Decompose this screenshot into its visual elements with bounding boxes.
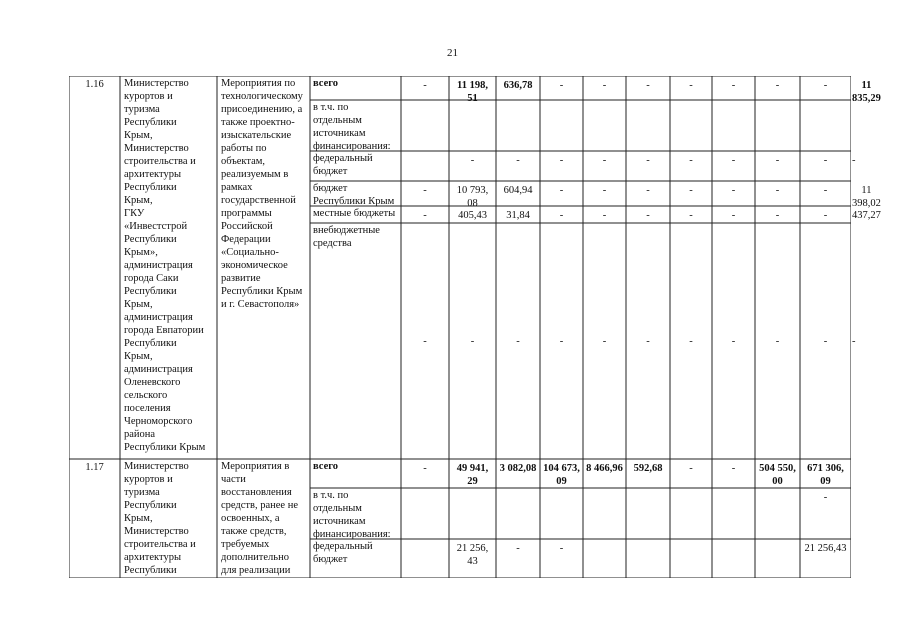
executor-line: администрация <box>124 260 193 271</box>
executor-line: Крым», <box>124 247 158 258</box>
value-cell: - <box>559 210 564 221</box>
source-line: местные бюджеты <box>313 208 396 219</box>
source-line: внебюджетные <box>313 225 380 236</box>
value-cell: - <box>516 155 520 166</box>
event-line: для реализации <box>221 565 291 576</box>
value-cell: - <box>823 80 828 91</box>
value-cell: - <box>559 155 564 166</box>
executor-line: Министерство <box>124 461 189 472</box>
event-line: требуемых <box>221 539 270 550</box>
value-cell: 104 673, 09 <box>543 463 580 487</box>
executor-line: курортов и <box>124 91 173 102</box>
source-line: бюджет <box>313 166 348 177</box>
value-cell: 11 198, 51 <box>457 80 488 104</box>
executor-line: туризма <box>124 104 160 115</box>
event-line: и г. Севастополя» <box>221 299 300 310</box>
source-line: отдельным <box>313 503 362 514</box>
executor-line: администрация <box>124 364 193 375</box>
executor-line: архитектуры <box>124 169 181 180</box>
value-cell: - <box>602 185 607 196</box>
value-cell: - <box>559 336 564 347</box>
row-number: 1.16 <box>85 79 104 90</box>
value-cell: - <box>731 155 736 166</box>
value-cell: - <box>602 210 607 221</box>
executor-line: Крым, <box>124 513 153 524</box>
source-line: Республики Крым <box>313 196 395 207</box>
value-cell: - <box>689 80 693 91</box>
executor-line: района <box>124 429 156 440</box>
event-line: освоенных, а <box>221 513 280 524</box>
source-line: отдельным <box>313 115 362 126</box>
event-line: части <box>221 474 246 485</box>
source-line: финансирования: <box>313 529 391 540</box>
source-line: финансирования: <box>313 141 391 152</box>
executor-line: Крым, <box>124 195 153 206</box>
executor-line: Республики Крым <box>124 442 206 453</box>
event-line: также средств, <box>221 526 287 537</box>
source-line: в т.ч. по <box>313 490 349 501</box>
executor-line: строительства и <box>124 156 196 167</box>
source-line: бюджет <box>313 183 348 194</box>
value-cell: - <box>823 492 828 503</box>
value-cell: - <box>823 155 828 166</box>
executor-line: города Саки <box>124 273 179 284</box>
value-cell: - <box>689 210 693 221</box>
event-line: реализуемым в <box>221 169 289 180</box>
value-cell: - <box>775 185 780 196</box>
value-cell: - <box>689 155 693 166</box>
event-line: восстановления <box>221 487 292 498</box>
executor-line: сельского <box>124 390 168 401</box>
value-cell: 21 256, 43 <box>456 543 489 567</box>
event-line: объектам, <box>221 156 266 167</box>
value-cell: - <box>689 463 693 474</box>
executor-line: Республики <box>124 117 177 128</box>
source-line: источникам <box>313 128 366 139</box>
value-cell: - <box>775 155 780 166</box>
value-cell: - <box>516 543 520 554</box>
value-cell: 10 793, 08 <box>456 185 489 209</box>
executor-line: Министерство <box>124 526 189 537</box>
event-line: развитие <box>221 273 261 284</box>
value-cell: 31,84 <box>506 210 530 221</box>
value-cell: - <box>559 543 564 554</box>
event-line: программы <box>221 208 272 219</box>
event-line: рамках <box>221 182 253 193</box>
value-cell: 437,27 <box>852 210 881 221</box>
row-number: 1.17 <box>85 462 104 473</box>
executor-line: Министерство <box>124 143 189 154</box>
value-cell: 604,94 <box>503 185 533 196</box>
value-cell: 49 941, 29 <box>456 463 489 487</box>
value-cell: - <box>423 80 427 91</box>
value-cell: - <box>423 336 427 347</box>
event-line: государственной <box>221 195 296 206</box>
source-line: в т.ч. по <box>313 102 349 113</box>
value-cell: - <box>470 336 475 347</box>
value-cell: - <box>646 155 650 166</box>
executor-line: Республики <box>124 500 177 511</box>
event-line: Республики Крым <box>221 286 303 297</box>
event-line: Мероприятия по <box>221 78 296 89</box>
value-cell: - <box>852 336 856 347</box>
executor-line: Республики <box>124 234 177 245</box>
value-cell: - <box>775 336 780 347</box>
value-cell: 671 306, 09 <box>807 463 844 487</box>
executor-line: Черноморского <box>124 416 193 427</box>
value-cell: - <box>646 185 650 196</box>
value-cell: 592,68 <box>633 463 663 474</box>
value-cell: - <box>823 336 828 347</box>
event-line: экономическое <box>221 260 288 271</box>
value-cell: - <box>559 80 564 91</box>
value-cell: - <box>731 210 736 221</box>
value-cell: - <box>689 336 693 347</box>
source-line: всего <box>313 461 339 472</box>
executor-line: Крым, <box>124 299 153 310</box>
source-line: федеральный <box>313 153 373 164</box>
value-cell: - <box>423 463 427 474</box>
event-line: Мероприятия в <box>221 461 290 472</box>
value-cell: - <box>470 155 475 166</box>
executor-line: Республики <box>124 338 177 349</box>
value-cell: - <box>731 80 736 91</box>
event-line: изыскательские <box>221 130 292 141</box>
value-cell: 21 256,43 <box>804 543 847 554</box>
value-cell: - <box>646 80 650 91</box>
value-cell: - <box>559 185 564 196</box>
source-line: средства <box>313 238 352 249</box>
value-cell: - <box>823 210 828 221</box>
executor-line: поселения <box>124 403 171 414</box>
source-line: бюджет <box>313 554 348 565</box>
value-cell: - <box>731 336 736 347</box>
event-line: присоединению, а <box>221 104 303 115</box>
executor-line: архитектуры <box>124 552 181 563</box>
event-line: Федерации <box>221 234 271 245</box>
value-cell: 405,43 <box>458 210 487 221</box>
executor-line: администрация <box>124 312 193 323</box>
value-cell: - <box>731 463 736 474</box>
value-cell: 11 835,29 <box>852 80 881 104</box>
budget-table <box>69 76 881 578</box>
executor-line: города Евпатории <box>124 325 204 336</box>
value-cell: - <box>423 185 427 196</box>
executor-line: Крым, <box>124 130 153 141</box>
executor-line: Крым, <box>124 351 153 362</box>
event-line: работы по <box>221 143 267 154</box>
executor-line: Оленевского <box>124 377 181 388</box>
value-cell: - <box>775 210 780 221</box>
event-line: Российской <box>221 221 273 232</box>
source-line: федеральный <box>313 541 373 552</box>
value-cell: - <box>423 210 427 221</box>
value-cell: - <box>689 185 693 196</box>
executor-line: Республики <box>124 565 177 576</box>
event-line: «Социально- <box>221 247 279 258</box>
value-cell: - <box>646 336 650 347</box>
value-cell: - <box>646 210 650 221</box>
page-number: 21 <box>447 47 458 59</box>
value-cell: - <box>731 185 736 196</box>
value-cell: - <box>602 336 607 347</box>
value-cell: 11 398,02 <box>852 185 881 209</box>
executor-line: Министерство <box>124 78 189 89</box>
value-cell: - <box>852 155 856 166</box>
value-cell: - <box>775 80 780 91</box>
event-line: технологическому <box>221 91 303 102</box>
value-cell: - <box>516 336 520 347</box>
value-cell: - <box>823 185 828 196</box>
executor-line: ГКУ <box>124 208 145 219</box>
executor-line: строительства и <box>124 539 196 550</box>
value-cell: 3 082,08 <box>499 463 537 474</box>
value-cell: - <box>602 80 607 91</box>
executor-line: Республики <box>124 286 177 297</box>
value-cell: - <box>602 155 607 166</box>
value-cell: 8 466,96 <box>586 463 623 474</box>
event-line: средств, ранее не <box>221 500 298 511</box>
source-line: всего <box>313 78 339 89</box>
value-cell: 504 550, 00 <box>759 463 796 487</box>
executor-line: туризма <box>124 487 160 498</box>
executor-line: Республики <box>124 182 177 193</box>
executor-line: «Инвестстрой <box>124 221 188 232</box>
event-line: также проектно- <box>221 117 295 128</box>
executor-line: курортов и <box>124 474 173 485</box>
event-line: дополнительно <box>221 552 289 563</box>
value-cell: 636,78 <box>503 80 533 91</box>
source-line: источникам <box>313 516 366 527</box>
